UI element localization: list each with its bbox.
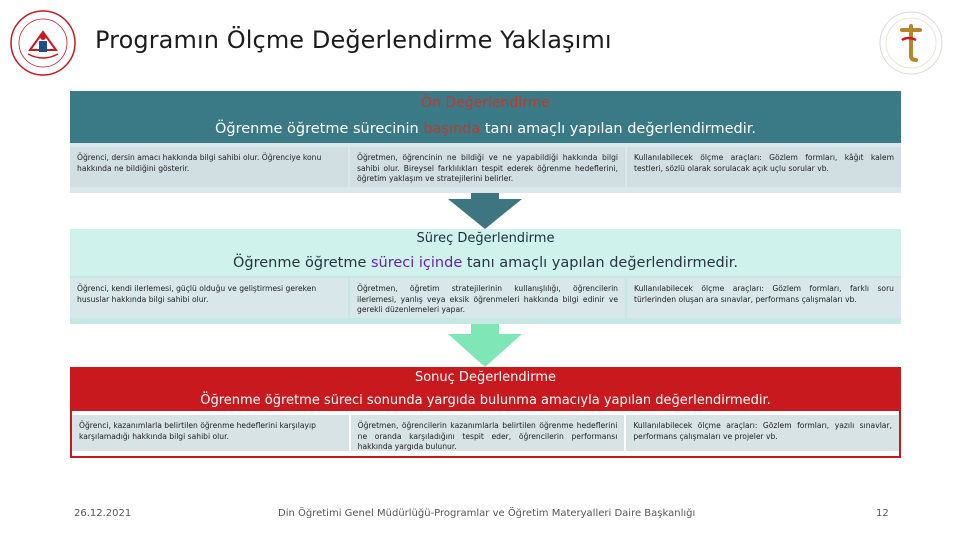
section-process-assessment-cells: [70, 276, 901, 324]
section-process-assessment-header: [70, 229, 901, 276]
footer-organization: Din Öğretimi Genel Müdürlüğü-Programlar ve Öğretim Materyalleri Daire Başkanlığı: [278, 508, 696, 519]
section-title: Süreç Değerlendirme: [416, 231, 555, 246]
page-number: 12: [876, 508, 889, 519]
section-summative-assessment-header: [70, 367, 901, 411]
teacher-cell: Öğretmen, öğrencilerin kazanımlarla belirtilen öğrenme hedeflerini ne oranda karşıladığını tespit eder, öğrencilerin performansı hakkında yargıda bulunur.: [351, 415, 625, 451]
subtitle-text: Öğrenme öğretme: [232, 255, 371, 271]
subtitle-highlight: süreci içinde: [370, 255, 463, 271]
section-summative-assessment-cells: [70, 411, 901, 458]
student-cell: Öğrenci, kendi ilerlemesi, güçlü olduğu ve geliştirmesi gereken hususlar hakkında bilgi sahibi olur.: [70, 278, 348, 318]
footer-date: 26.12.2021: [74, 508, 132, 519]
section-title: Ön Değerlendirme: [421, 95, 550, 111]
subtitle-text: Öğrenme öğretme sürecinin: [214, 121, 424, 137]
subtitle-highlight: başında: [423, 121, 481, 137]
section-subtitle: [70, 118, 901, 140]
tools-cell: Kullanılabilecek ölçme araçları: Gözlem formları, kâğıt kalem testleri, sözlü olarak sorulacak açık uçlu sorular vb.: [627, 147, 901, 187]
subtitle-text: Öğrenme öğretme süreci: [200, 393, 367, 408]
meb-logo-icon: [8, 8, 78, 78]
section-pre-assessment-cells: [70, 143, 901, 193]
section-subtitle: [70, 392, 901, 410]
teacher-cell: Öğretmen, öğrencinin ne bildiği ve ne yapabildiği hakkında bilgi sahibi olur. Bireysel farklılıkları tespit ederek öğrenme hedeflerini, öğretim yaklaşım ve stratejilerini belirler.: [350, 147, 625, 187]
page-title: Programın Ölçme Değerlendirme Yaklaşımı: [95, 26, 612, 54]
down-arrow-icon: [448, 193, 522, 229]
subtitle-text: tanı amaçlı yapılan değerlendirmedir.: [480, 121, 757, 137]
subtitle-text: yargıda bulunma amacıyla yapılan değerlendirmedir.: [422, 393, 771, 408]
subtitle-text: tanı amaçlı yapılan değerlendirmedir.: [462, 255, 739, 271]
student-cell: Öğrenci, dersin amacı hakkında bilgi sahibi olur. Öğrenciye konu hakkında ne bildiğini gösterir.: [70, 147, 348, 187]
down-arrow-icon: [448, 324, 522, 367]
subtitle-highlight: sonunda: [366, 393, 423, 408]
teacher-cell: Öğretmen, öğretim stratejilerinin kullanışlılığı, öğrencilerin ilerlemesi, yanlış veya eksik öğrenmeleri hakkında bilgi edinir ve gerekli düzenlemeleri yapar.: [350, 278, 625, 318]
student-cell: Öğrenci, kazanımlarla belirtilen öğrenme hedeflerini karşılayıp karşılamadığı hakkında bilgi sahibi olur.: [72, 415, 349, 451]
section-pre-assessment-header: [70, 91, 901, 143]
tools-cell: Kullanılabilecek ölçme araçları: Gözlem formları, yazılı sınavlar, performans çalışmaları ve projeler vb.: [626, 415, 899, 451]
section-title: Sonuç Değerlendirme: [414, 370, 557, 385]
tools-cell: Kullanılabilecek ölçme araçları: Gözlem formları, farklı soru türlerinden oluşan ara sınavlar, performans çalışmaları vb.: [627, 278, 901, 318]
section-subtitle: [70, 252, 901, 274]
dogm-logo-icon: [878, 10, 944, 76]
